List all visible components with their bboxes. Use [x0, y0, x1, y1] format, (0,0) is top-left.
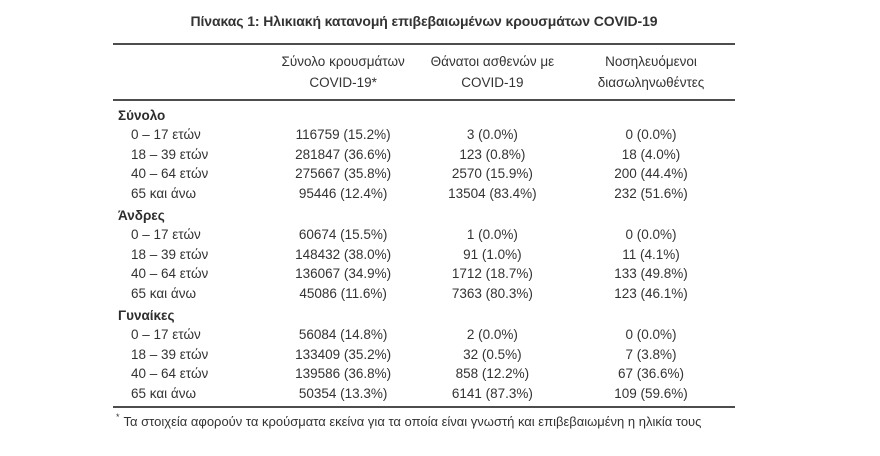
- cell-intubated: 7 (3.8%): [625, 346, 677, 362]
- cell-deaths: 123 (0.8%): [459, 146, 526, 162]
- cell-cases: 136067 (34.9%): [295, 266, 392, 281]
- cell-intubated: 0 (0.0%): [625, 227, 677, 242]
- cell-age: 0 – 17 ετών: [131, 127, 201, 142]
- table-row: [113, 125, 735, 145]
- cell-age: 0 – 17 ετών: [131, 327, 201, 342]
- section-label-women: Γυναίκες: [118, 308, 175, 323]
- table-title: Πίνακας 1: Ηλικιακή κατανομή επιβεβαιωμένων κρουσμάτων COVID-19: [190, 13, 658, 29]
- cell-intubated: 11 (4.1%): [622, 246, 680, 262]
- cell-deaths: 32 (0.5%): [463, 346, 522, 362]
- cell-intubated: 200 (44.4%): [614, 166, 688, 181]
- cell-intubated: 133 (49.8%): [614, 266, 688, 281]
- cell-age: 65 και άνω: [131, 185, 197, 201]
- table-row: [113, 364, 735, 384]
- table-row: [113, 145, 735, 165]
- header-cell-intubated: [567, 51, 735, 93]
- cell-intubated: 18 (4.0%): [621, 146, 681, 162]
- header-line: COVID-19*: [309, 75, 377, 90]
- cell-age: 40 – 64 ετών: [131, 366, 209, 381]
- cell-age: 40 – 64 ετών: [131, 166, 209, 181]
- cell-cases: 95446 (12.4%): [298, 185, 388, 201]
- cell-deaths: 13504 (83.4%): [448, 185, 537, 201]
- cell-deaths: 6141 (87.3%): [451, 385, 533, 401]
- header-cell-deaths: [418, 51, 567, 93]
- cell-cases: 45086 (11.6%): [299, 285, 387, 301]
- cell-age: 65 και άνω: [131, 285, 197, 301]
- footnote-text: Τα στοιχεία αφορούν τα κρούσματα εκείνα για τα οποία είναι γνωστή και επιβεβαιωμένη η ηλικία τους: [123, 414, 702, 429]
- footnote-asterisk: *: [116, 412, 120, 422]
- table-footnote: [113, 414, 735, 429]
- cell-cases: 116759 (15.2%): [295, 127, 391, 142]
- table-header-row: [113, 43, 735, 101]
- cell-cases: 56084 (14.8%): [298, 327, 388, 342]
- cell-deaths: 7363 (80.3%): [451, 285, 533, 301]
- covid-age-table-block: [113, 0, 735, 429]
- section-label-total: Σύνολο: [118, 108, 166, 123]
- cell-intubated: 123 (46.1%): [614, 285, 688, 301]
- cell-intubated: 0 (0.0%): [625, 327, 677, 342]
- cell-deaths: 91 (1.0%): [463, 246, 522, 262]
- cell-deaths: 1 (0.0%): [466, 227, 518, 242]
- cell-deaths: 858 (12.2%): [455, 366, 530, 381]
- table-row: [113, 164, 735, 184]
- cell-intubated: 109 (59.6%): [614, 385, 688, 401]
- header-line: Θάνατοι ασθενών με: [430, 54, 555, 69]
- table-row: [113, 345, 735, 365]
- cell-cases: 139586 (36.8%): [295, 366, 392, 381]
- table-row: [113, 245, 735, 265]
- cell-intubated: 67 (36.6%): [617, 366, 685, 381]
- cell-deaths: 2570 (15.9%): [451, 166, 533, 181]
- cell-intubated: 0 (0.0%): [625, 127, 677, 142]
- cell-cases: 281847 (36.6%): [295, 146, 392, 162]
- cell-cases: 275667 (35.8%): [295, 166, 392, 181]
- cell-cases: 60674 (15.5%): [298, 227, 388, 242]
- table-row: [113, 284, 735, 304]
- header-cell-total-cases: [269, 51, 418, 93]
- section-label-men: Άνδρες: [118, 208, 165, 223]
- table-row: [113, 225, 735, 245]
- header-line: διασωληνωθέντες: [597, 75, 705, 90]
- cell-deaths: 1712 (18.7%): [451, 266, 533, 281]
- header-line: Νοσηλευόμενοι: [605, 54, 697, 69]
- cell-cases: 50354 (13.3%): [298, 385, 388, 401]
- cell-deaths: 2 (0.0%): [466, 327, 518, 342]
- table-row: [113, 184, 735, 204]
- cell-deaths: 3 (0.0%): [466, 127, 518, 142]
- cell-age: 65 και άνω: [131, 385, 197, 401]
- header-cell-empty: [113, 51, 269, 93]
- cell-intubated: 232 (51.6%): [614, 185, 688, 201]
- cell-age: 0 – 17 ετών: [131, 227, 201, 242]
- header-line: Σύνολο κρουσμάτων: [281, 54, 405, 69]
- table-row: [113, 264, 735, 284]
- table-row: [113, 325, 735, 345]
- table-row: [113, 384, 735, 404]
- header-line: COVID-19: [461, 75, 524, 90]
- cell-age: 40 – 64 ετών: [131, 266, 209, 281]
- cell-age: 18 – 39 ετών: [131, 146, 209, 162]
- cell-cases: 148432 (38.0%): [295, 246, 392, 262]
- cell-age: 18 – 39 ετών: [131, 346, 209, 362]
- cell-cases: 133409 (35.2%): [295, 346, 392, 362]
- table-body: [113, 101, 735, 408]
- cell-age: 18 – 39 ετών: [131, 246, 209, 262]
